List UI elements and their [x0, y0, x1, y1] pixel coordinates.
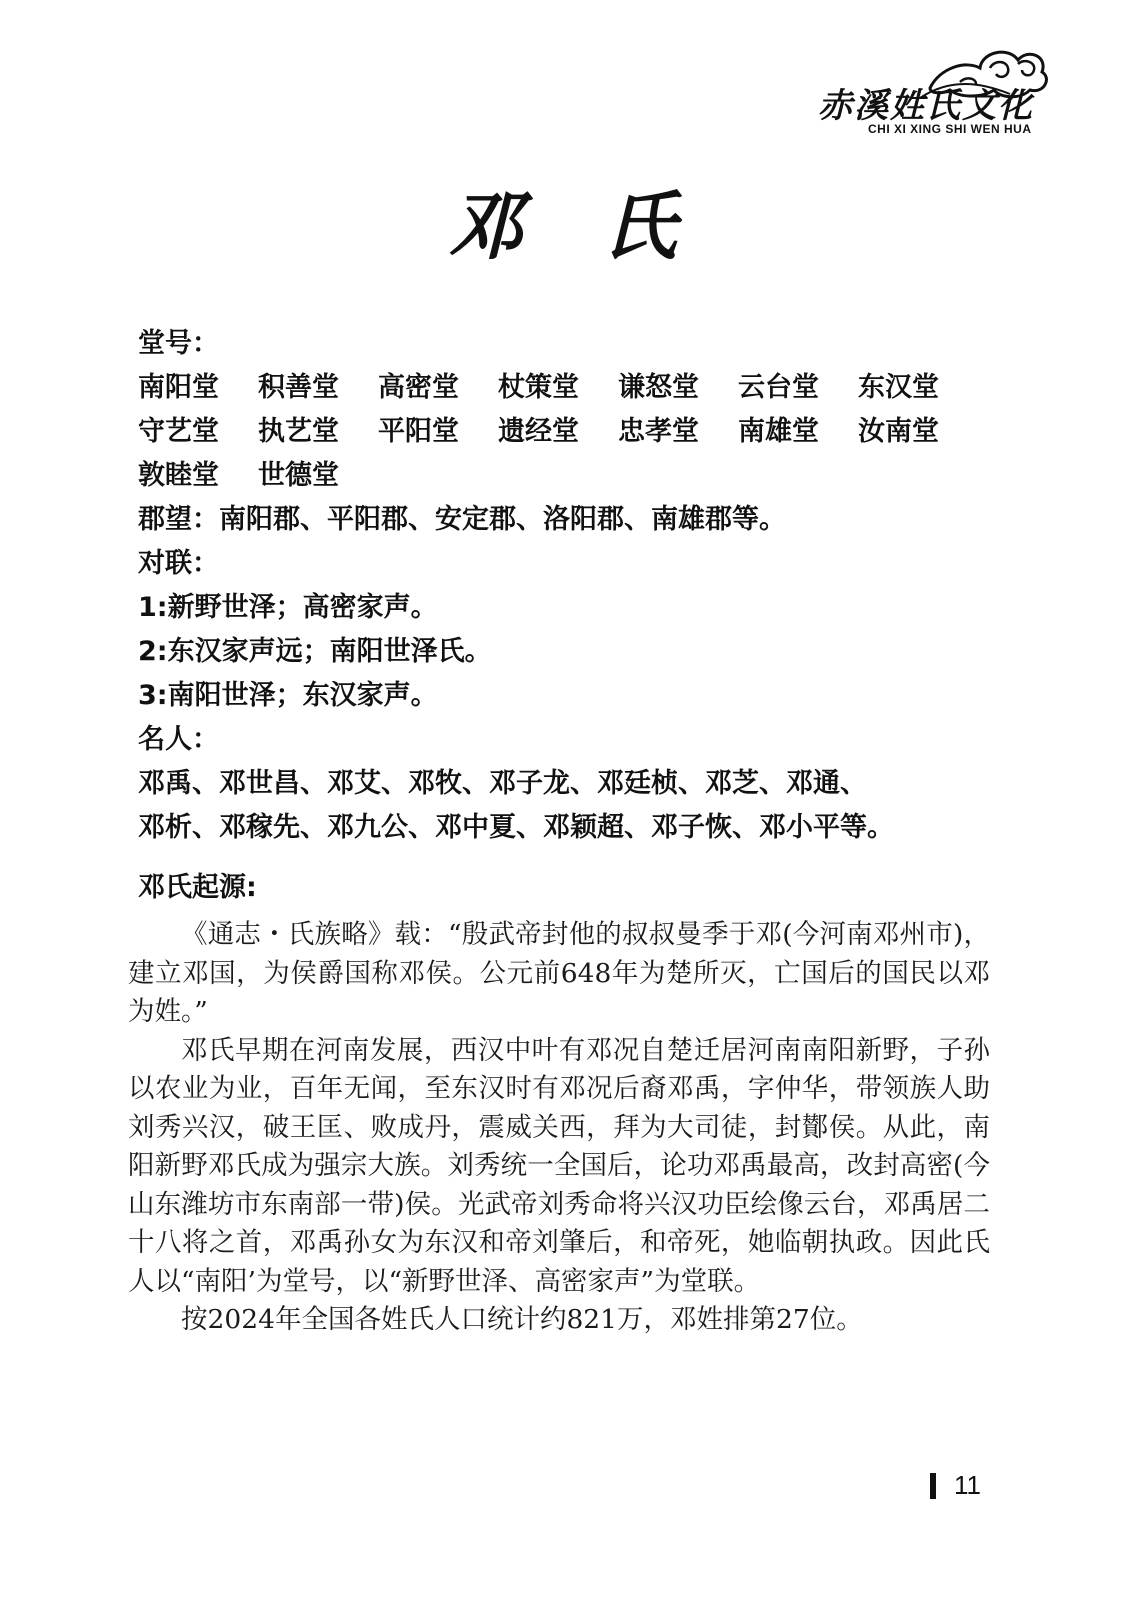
- hall-name-item: 云台堂: [738, 372, 819, 403]
- hall-name-item: 世德堂: [258, 460, 339, 491]
- page-number: [930, 1470, 981, 1501]
- logo-title: 赤溪姓氏文化: [818, 86, 1034, 126]
- hall-name-item: 敦睦堂: [138, 460, 219, 491]
- couplets-label: 对联：: [138, 548, 219, 579]
- hall-names-label: 堂号：: [138, 328, 219, 359]
- origin-paragraph: 按2024年全国各姓氏人口统计约821万，邓姓排第27位。: [181, 1304, 863, 1335]
- page-title: 邓氏: [448, 184, 757, 270]
- hall-name-item: 杖策堂: [498, 372, 579, 403]
- hall-name-item: 遗经堂: [498, 416, 579, 447]
- origin-paragraph: 《通志・氏族略》载：“殷武帝封他的叔叔曼季于邓(今河南邓州市)，建立邓国，为侯爵国称邓侯。公元前648年为楚所灭，亡国后的国民以邓为姓。”: [128, 919, 990, 1027]
- commandery-line: 郡望：南阳郡、平阳郡、安定郡、洛阳郡、南雄郡等。: [138, 504, 786, 535]
- famous-line: 邓析、邓稼先、邓九公、邓中夏、邓颖超、邓子恢、邓小平等。: [138, 812, 894, 843]
- famous-label: 名人：: [138, 724, 219, 755]
- info-section: [138, 322, 1018, 850]
- couplet-item: 3:南阳世泽；东汉家声。: [138, 680, 438, 711]
- couplet-item: 1:新野世泽；高密家声。: [138, 592, 438, 623]
- hall-names-list: [138, 366, 1018, 498]
- hall-name-item: 守艺堂: [138, 416, 219, 447]
- hall-name-item: 南雄堂: [738, 416, 819, 447]
- hall-name-item: 汝南堂: [858, 416, 939, 447]
- famous-line: 邓禹、邓世昌、邓艾、邓牧、邓子龙、邓廷桢、邓芝、邓通、: [138, 768, 867, 799]
- hall-name-item: 谦怒堂: [618, 372, 699, 403]
- hall-name-item: 高密堂: [378, 372, 459, 403]
- header-logo: [800, 38, 1060, 138]
- hall-name-item: 东汉堂: [858, 372, 939, 403]
- hall-name-item: 积善堂: [258, 372, 339, 403]
- page-number-text: 11: [954, 1470, 981, 1500]
- origin-label: 邓氏起源:: [138, 872, 257, 903]
- logo-subtitle: CHI XI XING SHI WEN HUA: [868, 122, 1032, 136]
- hall-name-item: 南阳堂: [138, 372, 219, 403]
- couplet-item: 2:东汉家声远；南阳世泽氏。: [138, 636, 492, 667]
- origin-body: [128, 916, 990, 1340]
- hall-name-item: 忠孝堂: [618, 416, 699, 447]
- page-number-bar: [930, 1473, 936, 1499]
- origin-paragraph: 邓氏早期在河南发展，西汉中叶有邓况自楚迁居河南南阳新野，子孙以农业为业，百年无闻，至东汉时有邓况后裔邓禹，字仲华，带领族人助刘秀兴汉，破王匡、败成丹，震威关西，拜为大司徒，封鄼侯。从此，南阳新野邓氏成为强宗大族。刘秀统一全国后，论功邓禹最高，改封高密(今山东潍坊市东南部一带)侯。光武帝刘秀命将兴汉功臣绘像云台，邓禹居二十八将之首，邓禹孙女为东汉和帝刘肇后，和帝死，她临朝执政。因此氏人以“南阳’为堂号，以“新野世泽、高密家声”为堂联。: [128, 1034, 990, 1297]
- hall-name-item: 平阳堂: [378, 416, 459, 447]
- hall-name-item: 执艺堂: [258, 416, 339, 447]
